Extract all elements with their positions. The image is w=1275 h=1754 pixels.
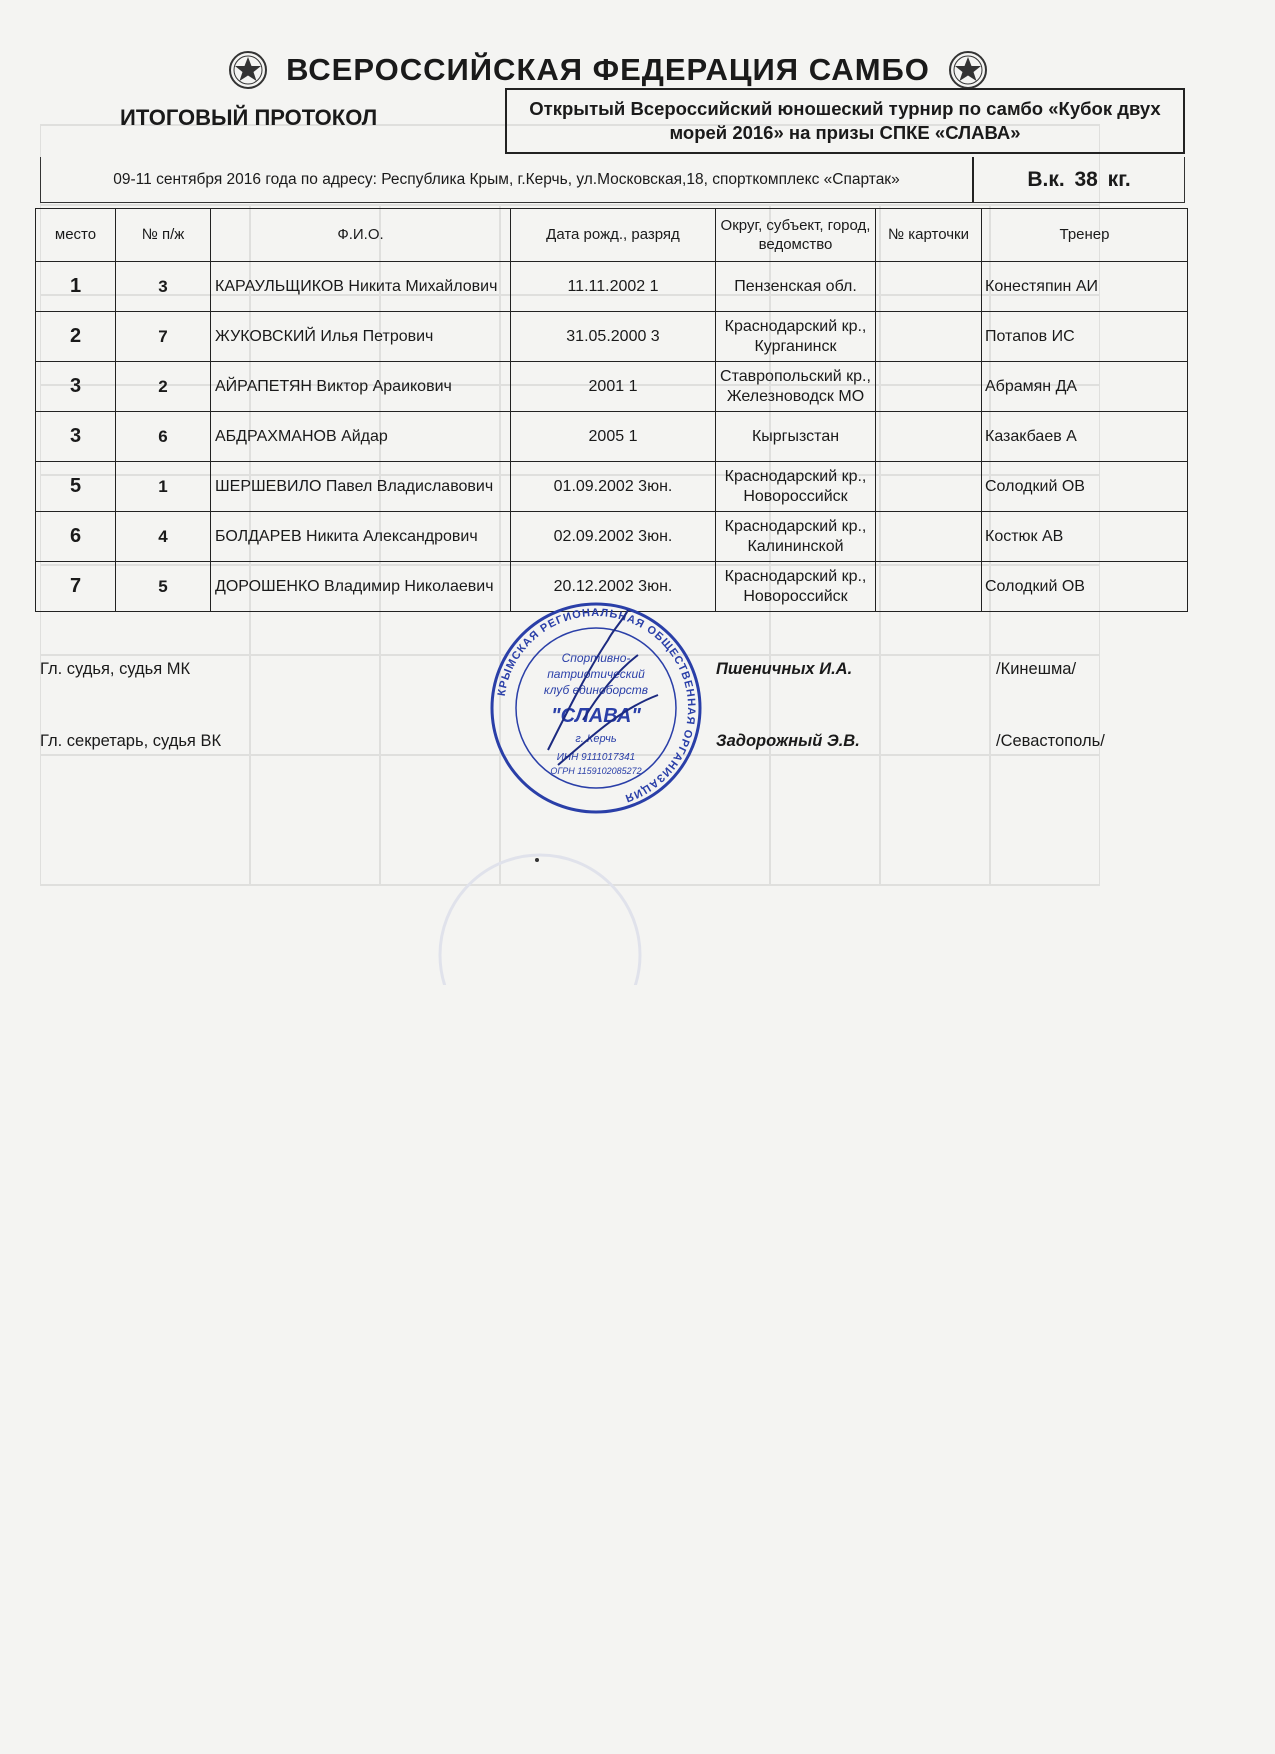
results-table — [35, 208, 1188, 612]
cell-card — [876, 262, 982, 312]
paper-speck — [535, 858, 539, 862]
club-stamp — [488, 600, 704, 816]
table-row — [36, 462, 1188, 512]
cell-place: 3 — [36, 362, 116, 412]
cell-card — [876, 412, 982, 462]
cell-name: ЖУКОВСКИЙ Илья Петрович — [211, 312, 511, 362]
cell-number: 6 — [116, 412, 211, 462]
cell-region: Краснодарский кр., Новороссийск — [716, 562, 876, 612]
cell-number: 2 — [116, 362, 211, 412]
cell-name: КАРАУЛЬЩИКОВ Никита Михайлович — [211, 262, 511, 312]
sambo-star-emblem-icon — [948, 50, 988, 90]
svg-text:КРЫМСКАЯ РЕГИОНАЛЬНАЯ ОБЩЕСТВЕ: КРЫМСКАЯ РЕГИОНАЛЬНАЯ ОБЩЕСТВЕННАЯ ОРГАНИЗАЦИЯ — [495, 606, 698, 805]
cell-card — [876, 562, 982, 612]
cell-coach: Солодкий ОВ — [982, 462, 1188, 512]
cell-name: АЙРАПЕТЯН Виктор Араикович — [211, 362, 511, 412]
header — [208, 48, 1008, 92]
header-name: Ф.И.О. — [211, 209, 511, 262]
cell-name: АБДРАХМАНОВ Айдар — [211, 412, 511, 462]
header-birth: Дата рожд., разряд — [511, 209, 716, 262]
cell-number: 4 — [116, 512, 211, 562]
cell-number: 3 — [116, 262, 211, 312]
cell-card — [876, 312, 982, 362]
cell-place: 2 — [36, 312, 116, 362]
cell-coach: Солодкий ОВ — [982, 562, 1188, 612]
header-coach: Тренер — [982, 209, 1188, 262]
cell-place: 1 — [36, 262, 116, 312]
cell-birth: 31.05.2000 3 — [511, 312, 716, 362]
cell-birth: 2005 1 — [511, 412, 716, 462]
cell-place: 3 — [36, 412, 116, 462]
venue-text: 09-11 сентября 2016 года по адресу: Республика Крым, г.Керчь, ул.Московская,18, спорткомплекс «Спартак» — [113, 170, 900, 188]
cell-coach: Потапов ИС — [982, 312, 1188, 362]
svg-text:патриотический: патриотический — [547, 667, 645, 681]
svg-text:"СЛАВА": "СЛАВА" — [551, 705, 641, 727]
chief-secretary-city: /Севастополь/ — [996, 732, 1105, 750]
cell-card — [876, 362, 982, 412]
cell-name: БОЛДАРЕВ Никита Александрович — [211, 512, 511, 562]
cell-region: Краснодарский кр., Новороссийск — [716, 462, 876, 512]
tournament-title: Открытый Всероссийский юношеский турнир по самбо «Кубок двух морей 2016» на призы СПКЕ «СЛАВА» — [505, 88, 1185, 154]
cell-region: Ставропольский кр., Железноводск МО — [716, 362, 876, 412]
header-card: № карточки — [876, 209, 982, 262]
cell-region: Краснодарский кр., Курганинск — [716, 312, 876, 362]
sambo-star-emblem-icon — [228, 50, 268, 90]
cell-coach: Казакбаев А — [982, 412, 1188, 462]
header-region: Округ, субъект, город, ведомство — [716, 209, 876, 262]
table-row — [36, 512, 1188, 562]
cell-birth: 20.12.2002 3юн. — [511, 562, 716, 612]
svg-text:Спортивно-: Спортивно- — [561, 651, 631, 665]
cell-birth: 02.09.2002 3юн. — [511, 512, 716, 562]
chief-judge-name: Пшеничных И.А. — [716, 660, 853, 678]
federation-title: ВСЕРОССИЙСКАЯ ФЕДЕРАЦИЯ САМБО — [286, 52, 930, 87]
table-row — [36, 312, 1188, 362]
cell-name: ДОРОШЕНКО Владимир Николаевич — [211, 562, 511, 612]
cell-coach: Абрамян ДА — [982, 362, 1188, 412]
cell-region: Пензенская обл. — [716, 262, 876, 312]
table-row — [36, 412, 1188, 462]
table-row — [36, 262, 1188, 312]
cell-birth: 11.11.2002 1 — [511, 262, 716, 312]
chief-secretary-name: Задорожный Э.В. — [716, 732, 860, 750]
chief-secretary-label: Гл. секретарь, судья ВК — [40, 732, 222, 750]
chief-judge-city: /Кинешма/ — [996, 660, 1077, 678]
weight-class: В.к. 38 кг. — [972, 157, 1184, 202]
svg-text:ИНН 9111017341: ИНН 9111017341 — [556, 752, 636, 763]
cell-coach: Конестяпин АИ — [982, 262, 1188, 312]
venue-row — [40, 157, 1185, 203]
cell-coach: Костюк АВ — [982, 512, 1188, 562]
svg-text:ОГРН 1159102085272: ОГРН 1159102085272 — [550, 766, 642, 776]
cell-card — [876, 462, 982, 512]
cell-place: 6 — [36, 512, 116, 562]
svg-text:клуб единоборств: клуб единоборств — [543, 683, 649, 697]
cell-card — [876, 512, 982, 562]
svg-text:г. Керчь: г. Керчь — [575, 733, 617, 745]
cell-place: 5 — [36, 462, 116, 512]
cell-number: 1 — [116, 462, 211, 512]
cell-region: Краснодарский кр., Калининской — [716, 512, 876, 562]
protocol-title: ИТОГОВЫЙ ПРОТОКОЛ — [120, 105, 378, 130]
cell-name: ШЕРШЕВИЛО Павел Владиславович — [211, 462, 511, 512]
chief-judge-label: Гл. судья, судья МК — [40, 660, 191, 678]
table-row — [36, 362, 1188, 412]
table-header-row — [36, 209, 1188, 262]
header-number: № п/ж — [116, 209, 211, 262]
cell-place: 7 — [36, 562, 116, 612]
cell-number: 7 — [116, 312, 211, 362]
cell-number: 5 — [116, 562, 211, 612]
cell-birth: 01.09.2002 3юн. — [511, 462, 716, 512]
cell-birth: 2001 1 — [511, 362, 716, 412]
cell-region: Кыргызстан — [716, 412, 876, 462]
header-place: место — [36, 209, 116, 262]
